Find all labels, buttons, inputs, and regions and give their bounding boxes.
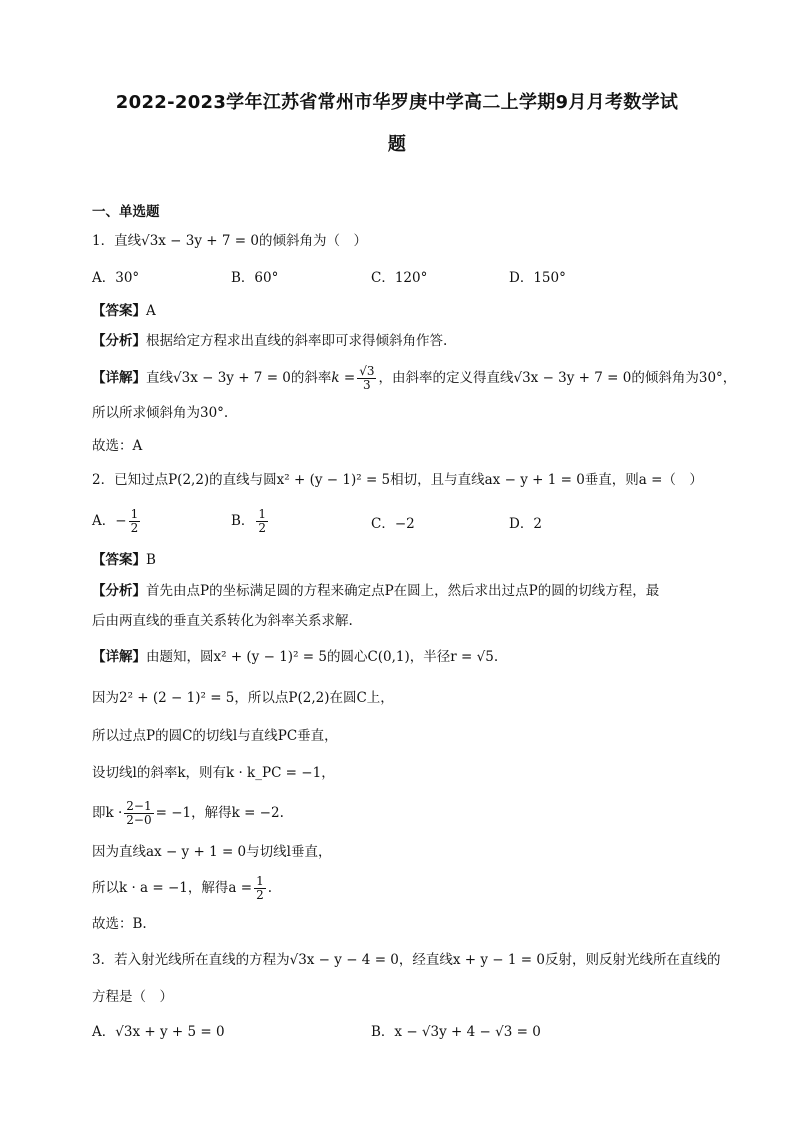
fraction-denominator: 2−0	[126, 813, 152, 827]
answer-value: A	[146, 303, 156, 319]
analysis-text: 根据给定方程求出直线的斜率即可求得倾斜角作答.	[146, 333, 448, 349]
q2-answer	[92, 550, 156, 570]
fraction-numerator: 2−1	[126, 799, 152, 813]
answer-value: B	[146, 552, 156, 568]
option-fraction	[129, 508, 141, 535]
answer-tag: 【答案】	[92, 552, 146, 568]
fraction-denominator: 2	[130, 521, 139, 535]
q2-analysis	[92, 581, 659, 601]
fraction-numerator: 1	[130, 507, 139, 521]
fraction-numerator: 1	[258, 507, 267, 521]
q2-option-d: D．2	[509, 516, 542, 532]
q2-detail-2: 因为2² + (2 − 1)² = 5，所以点P(2,2)在圆C上，	[92, 690, 394, 706]
section-heading: 一、单选题	[92, 204, 160, 220]
detail-text-a: 所以k · a = −1，解得a =	[92, 880, 253, 896]
detail-text-b: = −1，解得k = −2.	[155, 805, 284, 821]
detail-text-a: 直线√3x − 3y + 7 = 0的斜率	[146, 370, 332, 386]
q2-detail-6: 因为直线ax − y + 1 = 0与切线l垂直，	[92, 844, 332, 860]
q2-detail-5	[92, 796, 284, 830]
q2-option-c: C．−2	[371, 516, 415, 532]
q2-detail-3: 所以过点P的圆C的切线l与直线PC垂直，	[92, 728, 338, 744]
q1-analysis	[92, 331, 447, 351]
answer-tag: 【答案】	[92, 303, 146, 319]
detail-text-a: 即k ·	[92, 805, 123, 821]
q2-stem: 2．已知过点P(2,2)的直线与圆x² + (y − 1)² = 5相切，且与直线ax − y + 1 = 0垂直，则a =（ ）	[92, 472, 703, 488]
q2-detail	[92, 647, 498, 667]
fraction-denominator: 2	[258, 521, 267, 535]
q2-choice: 故选：B.	[92, 916, 147, 932]
fraction-numerator: √3	[359, 364, 375, 378]
option-sign: −	[115, 513, 127, 529]
q1-detail-2: 所以所求倾斜角为30°.	[92, 405, 229, 421]
q1-option-a: A．30°	[92, 270, 140, 286]
analysis-tag: 【分析】	[92, 333, 146, 349]
q1-option-d: D．150°	[509, 270, 566, 286]
q3-option-a: A．√3x + y + 5 = 0	[92, 1024, 225, 1040]
title-line-2: 题	[387, 134, 407, 155]
page-title	[60, 82, 734, 166]
q2-option-b	[231, 508, 270, 535]
q1-stem: 1．直线√3x − 3y + 7 = 0的倾斜角为（ ）	[92, 233, 367, 249]
q2-detail-4: 设切线l的斜率k，则有k · k_PC = −1，	[92, 765, 335, 781]
q1-choice: 故选：A	[92, 438, 143, 454]
q3-stem: 3．若入射光线所在直线的方程为√3x − y − 4 = 0，经直线x + y − 1 = 0反射，则反射光线所在直线的	[92, 952, 721, 968]
option-fraction	[256, 508, 268, 535]
q2-option-a	[92, 508, 142, 535]
q2-detail-7	[92, 871, 272, 905]
fraction-denominator: 3	[363, 378, 371, 392]
analysis-text: 首先由点P的坐标满足圆的方程来确定点P在圆上，然后求出过点P的圆的切线方程，最	[146, 583, 660, 599]
analysis-tag: 【分析】	[92, 583, 146, 599]
detail-text-b: ，由斜率的定义得直线√3x − 3y + 7 = 0的倾斜角为30°，	[378, 370, 737, 386]
q2-analysis-2: 后由两直线的垂直关系转化为斜率关系求解.	[92, 613, 353, 629]
q1-answer	[92, 301, 156, 321]
q1-detail	[92, 361, 736, 395]
option-label: B．	[231, 513, 255, 529]
slope-fraction	[124, 800, 153, 827]
fraction-denominator: 2	[256, 888, 264, 902]
detail-tag: 【详解】	[92, 649, 146, 665]
detail-text: 由题知，圆x² + (y − 1)² = 5的圆心C(0,1)，半径r = √5.	[146, 649, 499, 665]
detail-tag: 【详解】	[92, 370, 146, 386]
slope-fraction	[357, 365, 376, 392]
result-fraction	[254, 875, 266, 902]
fraction-numerator: 1	[256, 874, 264, 888]
detail-k: k =	[331, 370, 356, 386]
title-line-1: 2022-2023学年江苏省常州市华罗庚中学高二上学期9月月考数学试	[115, 92, 679, 113]
detail-text-b: .	[267, 880, 272, 896]
option-label: A．	[92, 513, 116, 529]
q1-option-b: B．60°	[231, 270, 279, 286]
q3-option-b: B．x − √3y + 4 − √3 = 0	[371, 1024, 541, 1040]
q3-stem-2: 方程是（ ）	[92, 989, 173, 1005]
q1-option-c: C．120°	[371, 270, 428, 286]
